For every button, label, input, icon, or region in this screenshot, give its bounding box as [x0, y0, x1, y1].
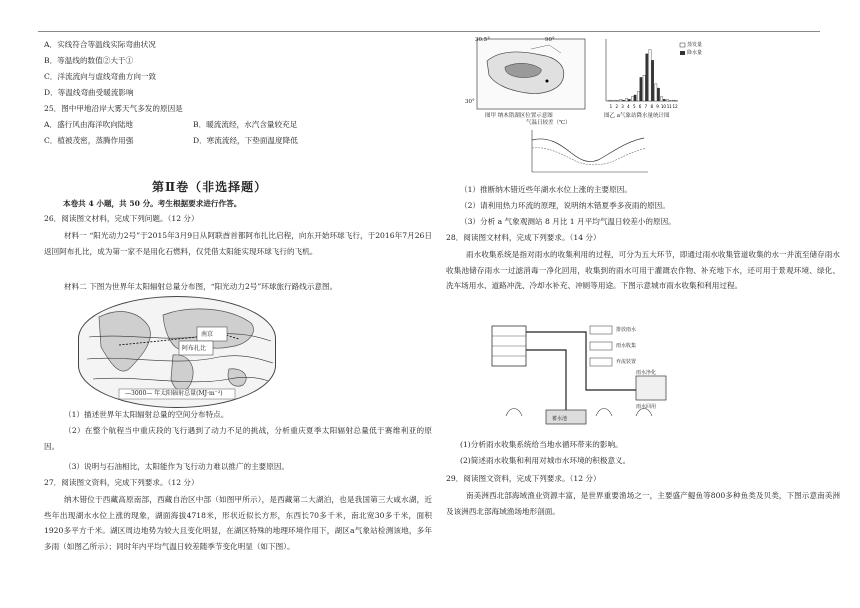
bar-evaporation-3	[620, 99, 622, 101]
bar-precipitation-10	[663, 99, 665, 101]
bar-evaporation-1	[608, 100, 610, 101]
world-radiation-map	[78, 296, 276, 408]
bar-precipitation-7	[646, 54, 648, 101]
q26-sub-3: （3）说明与石油相比，太阳能作为飞行动力难以推广的主要原因。	[64, 462, 290, 471]
bar-evaporation-5	[631, 97, 633, 101]
map-label-abudhabi: 阿布扎比	[182, 345, 207, 352]
bar-precipitation-3	[622, 100, 624, 101]
bar-precipitation-5	[634, 95, 636, 101]
tick-label-9: 9	[656, 104, 659, 109]
fig-temperature-range	[524, 120, 652, 176]
rainwater-diagram	[486, 320, 686, 432]
diagram-label-tank: 蓄水池	[552, 416, 568, 422]
q26-sub-2: （2）在整个航程当中重庆段的飞行遇到了动力不足的挑战，分析重庆夏季太阳辐射总量低于赛维利亚的原因。	[44, 426, 432, 451]
fig-jia-graphic	[471, 35, 589, 123]
tick-label-2: 2	[615, 104, 619, 109]
tick-label-10: 10	[660, 104, 666, 109]
tick-label-5: 5	[632, 104, 636, 109]
diagram-label-diverter: 弃流装置	[616, 359, 637, 365]
diagram-label-collect: 雨水收集	[616, 343, 637, 349]
bar-evaporation-7	[643, 75, 645, 101]
lat-top-label: 30.5°	[475, 37, 490, 43]
bar-precipitation-4	[628, 99, 630, 101]
bar-evaporation-9	[655, 84, 657, 101]
tick-label-4: 4	[627, 104, 630, 109]
fig-yi	[596, 35, 704, 123]
q25-option-b: B．暖流流经，水汽含量较充足	[193, 120, 298, 129]
bar-precipitation-8	[651, 60, 653, 101]
q27-sub-1: （1）推断纳木错近些年湖水水位上涨的主要原因。	[460, 185, 632, 194]
q25-option-c: C．植被茂密，蒸腾作用强	[44, 136, 134, 145]
q27-text: 纳木错位于西藏高原南部，西藏自治区中部（如图甲所示），是西藏第二大湖泊，也是我国第三大咸水湖，近些年出现湖水水位上涨的现象，湖面海拔4718米，形状近似长方形，东西长70多千米，南北宽30多千米，面积1920多平方千米。湖区周边地势为较大且变化明显，在湖区特殊的地理环境作用下，湖区a气象站检测该地，多年多雨（如图乙所示）；同时年内平均气温日较差随季节变化明显（如下图）。	[44, 495, 432, 551]
q29-text: 南美洲西北部海域渔业资源丰富，是世界重要渔场之一，主要盛产鳀鱼等800多种鱼类及贝类，下图示意南美洲及该洲西北部海域渔场地形剖面。	[446, 491, 840, 516]
question-27: 27．阅读图文资料，完成下列要求。（12 分）	[44, 478, 199, 487]
fig-yi-caption: 图乙 a气象站降水量统计图	[604, 113, 670, 119]
bar-evaporation-8	[649, 50, 651, 101]
question-28: 28．阅读图文材料，完成下列要求。（14 分）	[446, 233, 601, 242]
option-d: D．等温线弯曲受暖流影响	[44, 88, 134, 97]
bar-precipitation-6	[640, 77, 642, 101]
diagram-label-purify: 雨水净化	[636, 370, 657, 376]
tick-label-7: 7	[644, 104, 648, 109]
fig-jia-caption: 图甲 纳木错湖区位置示意图	[485, 113, 553, 119]
section-note: 本卷共 4 小题，共 50 分。考生根据要求进行作答。	[63, 199, 242, 208]
diagram-label-discharge: 排放雨水	[616, 327, 637, 333]
temperature-curve	[524, 126, 652, 176]
bar-precipitation-9	[657, 88, 659, 101]
lon-label: 90°	[545, 37, 555, 43]
fig-bottom-caption: 气温日较差（℃）	[526, 120, 571, 126]
bar-evaporation-4	[626, 98, 628, 101]
q26-material-1: 材料一 “阳光动力2号”于2015年3月9日从阿联酋首都阿布扎比启程，向东开始环球飞行，于2016年7月26日返回阿布扎比，成为第一家不是用化石燃料，仅凭借太阳能实现环球飞行的飞机。	[44, 231, 432, 256]
question-25: 25．图中甲地沿岸大雾天气多发的原因是	[44, 104, 183, 113]
q27-sub-2: （2）请利用热力环流的原理，说明纳木错夏季多夜雨的原因。	[460, 201, 670, 210]
q28-sub-2: (2)简述雨水收集和利用对城市水环境的积极意义。	[460, 456, 631, 465]
option-b: B．等温线的数值②大于①	[44, 56, 134, 65]
lat-bottom-label: 30°	[465, 99, 475, 105]
bar-evaporation-6	[637, 92, 639, 101]
tick-label-12: 12	[672, 104, 678, 109]
tick-label-3: 3	[621, 104, 624, 109]
q28-text: 雨水收集系统是指对雨水的收集利用的过程，可分为五大环节，即通过雨水收集管道收集的水一并流至储存雨水收集池储存雨水一过滤消毒一净化回用，收集到的雨水可用于灌溉农作物、补充地下水，还可用于景观环境、绿化、洗车场用水、道路冲洗、冷却水补充、冲厕等用途。下图示意城市雨水收集和利用过程。	[446, 250, 840, 290]
q25-option-d: D．寒流流经，下垫面温度降低	[193, 136, 298, 145]
bar-evaporation-11	[666, 100, 668, 101]
q25-option-a: A．盛行风由海洋吹向陆地	[44, 120, 134, 129]
diagram-label-reuse: 雨水回用	[636, 404, 657, 410]
tick-label-1: 1	[609, 104, 613, 109]
q26-sub-1: （1）描述世界年太阳辐射总量的空间分布特点。	[64, 410, 229, 419]
fig-jia	[465, 35, 589, 123]
bar-evaporation-12	[672, 100, 674, 101]
q28-sub-1: (1)分析雨水收集系统给当地水循环带来的影响。	[460, 440, 623, 449]
tick-label-11: 11	[666, 104, 672, 109]
header-rule	[38, 31, 820, 32]
map-legend: —3000— 年太阳辐射总量(MJ·m⁻²)	[125, 390, 223, 397]
option-a: A．实线符合等温线实际弯曲状况	[44, 40, 156, 49]
section-title: 第Ⅱ卷（非选择题）	[152, 180, 268, 194]
question-29: 29．阅读图文资料，完成下列要求。（12 分）	[446, 474, 601, 483]
question-26: 26．阅读图文材料，完成下列问题。（12 分）	[44, 214, 199, 223]
legend-precipitation: 降水量	[687, 50, 703, 56]
bar-evaporation-10	[661, 97, 663, 101]
q26-material-2: 材料二 下图为世界年太阳辐射总量分布图，“阳光动力2号”环球旅行路线示意图。	[64, 282, 338, 291]
legend-evaporation: 蒸发量	[687, 42, 703, 48]
map-label-nanjing: 南京	[201, 331, 214, 338]
tick-label-8: 8	[650, 104, 654, 109]
tick-label-6: 6	[638, 104, 642, 109]
option-c: C．洋流流向与虚线弯曲方向一致	[44, 72, 157, 81]
q27-sub-3: （3）分析 a 气象观测站 8 月比 1 月平均气温日较差小的原因。	[460, 217, 676, 226]
bar-evaporation-2	[614, 100, 616, 101]
